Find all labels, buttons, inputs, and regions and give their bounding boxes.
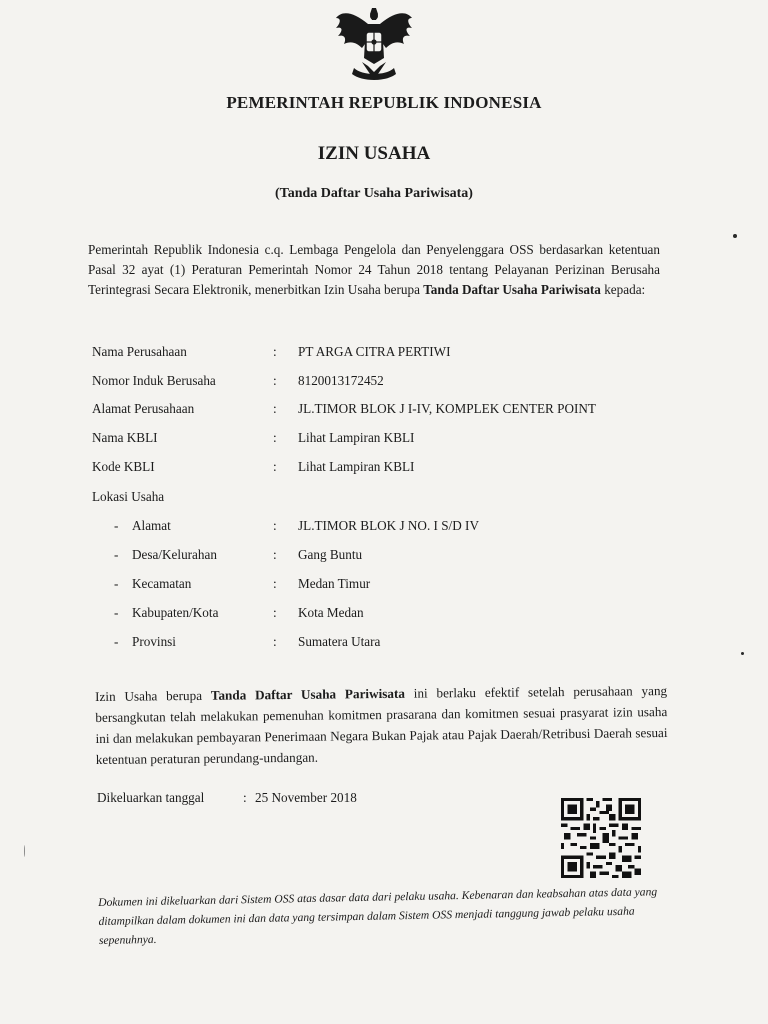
field-label: Nomor Induk Berusaha	[92, 373, 216, 388]
field-value: Kota Medan	[298, 605, 364, 620]
field-colon: :	[273, 605, 277, 620]
field-value: Sumatera Utara	[298, 634, 381, 649]
intro-text-end: kepada:	[600, 282, 646, 297]
disclaimer-note: Dokumen ini dikeluarkan dari Sistem OSS atas dasar data dari pelaku usaha. Kebenaran dan keabsahan atas data yang ditampilkan dalam dokumen ini dan data yang tersimpan dalam Sistem OSS menjadi tanggung jawab pelaku usaha sepenuhnya.	[98, 885, 658, 947]
document-subtitle: (Tanda Daftar Usaha Pariwisata)	[275, 186, 473, 201]
field-value: Lihat Lampiran KBLI	[298, 430, 415, 445]
field-colon: :	[273, 401, 277, 416]
field-value: JL.TIMOR BLOK J NO. I S/D IV	[298, 518, 479, 533]
field-colon: :	[273, 547, 277, 562]
closing-bold-phrase: Tanda Daftar Usaha Pariwisata	[210, 685, 406, 703]
field-label: Desa/Kelurahan	[132, 547, 217, 562]
document-title: IZIN USAHA	[317, 143, 431, 164]
issue-date-colon: :	[243, 790, 247, 805]
intro-paragraph	[88, 240, 660, 300]
field-label: Provinsi	[132, 634, 176, 649]
bullet-dash: -	[114, 576, 119, 591]
field-label: Alamat	[132, 518, 171, 533]
bullet-dash: -	[114, 518, 119, 533]
field-colon: :	[273, 518, 277, 533]
field-colon: :	[273, 373, 277, 388]
field-label: Kode KBLI	[92, 459, 155, 474]
issue-date-value: 25 November 2018	[255, 790, 357, 805]
permit-document: PEMERINTAH REPUBLIK INDONESIA IZIN USAHA (Tanda Daftar Usaha Pariwisata) Pemerintah Republik Indonesia c.q. Lembaga Pengelola dan Penyelenggara OSS berdasarkan ketentuan Pasal 32 ayat (1) Peraturan Pemerintah Nomor 24 Tahun 2018 tentang Pelayanan Perizinan Berusaha Terintegrasi Secara Elektronik, menerbitkan Izin Usaha berupa Tanda Daftar Usaha Pariwisata kepada: Nama Perusahaan : PT ARGA CITRA PERTIWI Nomor Induk Berusaha : 8120013172452 Alamat Perusahaan : JL.TIMOR BLOK J I-IV, KOMPLEK CENTER POINT Nama KBLI : Lihat Lampiran KBLI Kode KBLI : Lihat Lampiran KBLI Lokasi Usaha - Alamat : JL.TIMOR BLOK J NO. I S/D IV - Desa/Kelurahan : Gang Buntu - Kecamatan : Medan Timur - Kabupaten/Kota : Kota Medan - Provinsi : Sumatera Utara Izin Usaha berupa Tanda Daftar Usaha Pariwisata ini berlaku efektif setelah perusahaan yang bersangkutan telah melakukan pemenuhan komitmen prasarana dan komitmen sesuai prasyarat izin usaha ini dan melakukan pembayaran Penerimaan Negara Bukan Pajak atau Pajak Daerah/Retribusi Daerah sesuai ketentuan peraturan perundang-undangan. Dikeluarkan tanggal : 25 November 2018 Dokumen ini dikeluarkan dari Sistem OSS atas dasar data dari pelaku usaha. Kebenaran dan keabsahan atas data yang ditampilkan dalam dokumen ini dan data yang tersimpan dalam Sistem OSS menjadi tanggung jawab pelaku usaha sepenuhnya.	[0, 0, 768, 1024]
qr-code-icon	[560, 798, 642, 878]
field-colon: :	[273, 430, 277, 445]
field-value: Medan Timur	[298, 576, 371, 591]
field-label: Kabupaten/Kota	[132, 605, 219, 620]
field-value: PT ARGA CITRA PERTIWI	[298, 344, 451, 359]
issue-date-row	[97, 790, 357, 806]
field-label: Nama KBLI	[92, 430, 158, 445]
field-colon: :	[273, 634, 277, 649]
scan-speck	[741, 652, 744, 655]
field-colon: :	[273, 576, 277, 591]
bullet-dash: -	[114, 605, 119, 620]
scan-speck	[733, 234, 737, 238]
intro-text-start: Pemerintah Republik Indonesia c.q. Lembaga Pengelola dan Penyelenggara OSS berdasarkan ketentuan Pasal 32 ayat (1) Peraturan Pemerintah Nomor 24 Tahun 2018 tentang Pelayanan Perizinan Berusaha Terintegrasi Secara Elektronik, menerbitkan Izin Usaha berupa	[88, 242, 660, 297]
issue-date-label: Dikeluarkan tanggal	[97, 790, 205, 805]
field-value: JL.TIMOR BLOK J I-IV, KOMPLEK CENTER POINT	[298, 401, 596, 416]
bullet-dash: -	[114, 634, 119, 649]
closing-text-start: Izin Usaha berupa	[95, 687, 211, 704]
garuda-emblem-icon	[332, 4, 416, 86]
bullet-dash: -	[114, 547, 119, 562]
field-colon: :	[273, 459, 277, 474]
government-heading: PEMERINTAH REPUBLIK INDONESIA	[226, 93, 542, 112]
field-value: Lihat Lampiran KBLI	[298, 459, 415, 474]
field-label: Nama Perusahaan	[92, 344, 187, 359]
field-label: Alamat Perusahaan	[92, 401, 195, 416]
scan-speck	[24, 845, 25, 857]
field-colon: :	[273, 344, 277, 359]
field-label: Kecamatan	[132, 576, 192, 591]
intro-bold-phrase: Tanda Daftar Usaha Pariwisata	[423, 282, 601, 297]
field-value: Gang Buntu	[298, 547, 363, 562]
field-value: 8120013172452	[298, 373, 384, 388]
closing-text-end: ini berlaku efektif setelah perusahaan yang bersangkutan telah melakukan pemenuhan komitmen prasarana dan komitmen sesuai prasyarat izin usaha ini dan melakukan pembayaran Penerimaan Negara Bukan Pajak atau Pajak Daerah/Retribusi Daerah sesuai ketentuan peraturan perundang-undangan.	[95, 683, 668, 767]
validity-paragraph	[95, 680, 668, 770]
